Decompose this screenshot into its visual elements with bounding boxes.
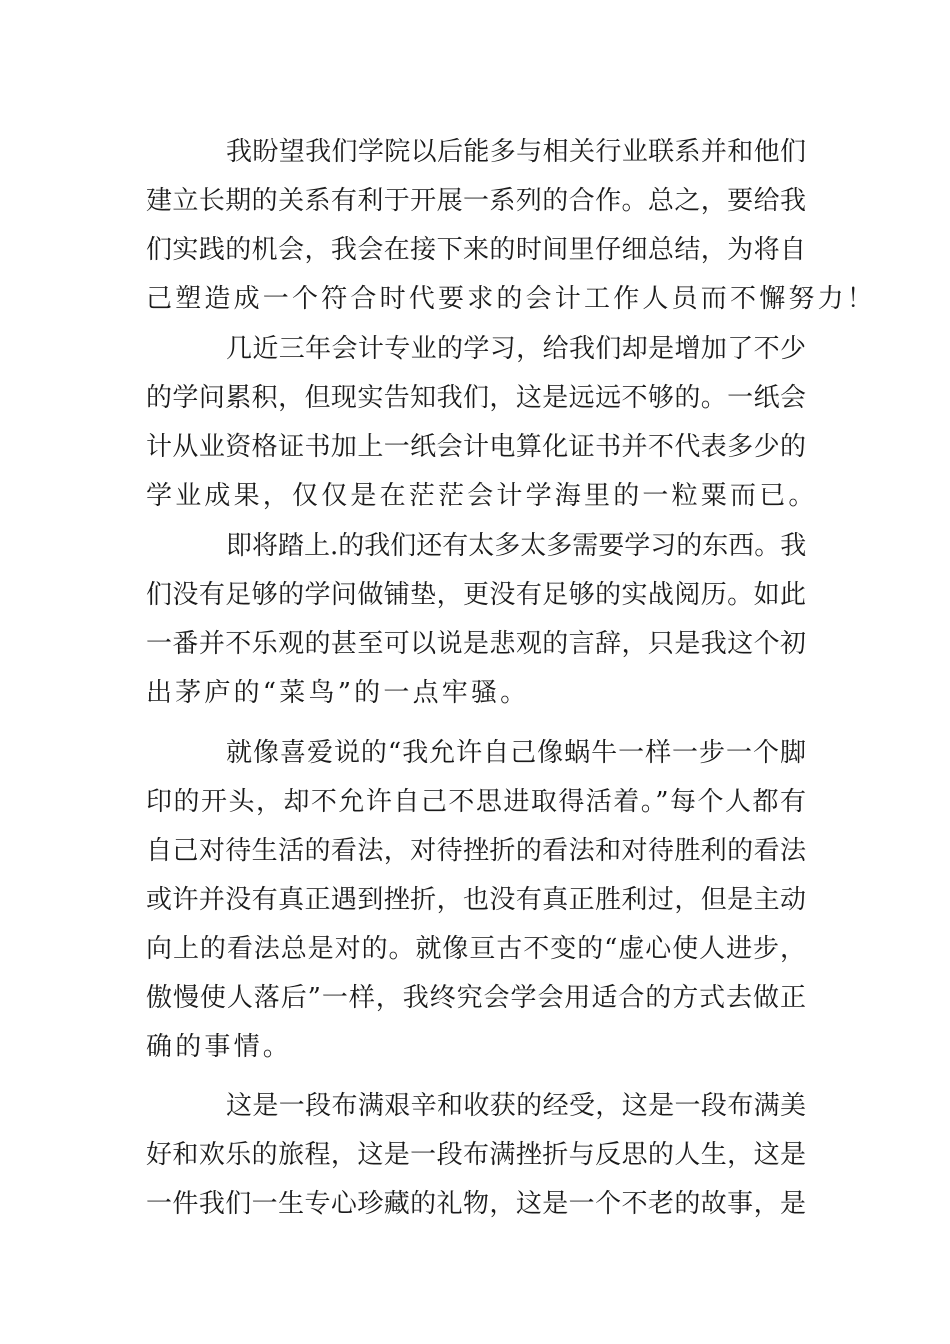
- paragraph-3-line-3: 一番并不乐观的甚至可以说是悲观的言辞，只是我这个初: [146, 629, 806, 659]
- paragraph-3-line-1: 即将踏上.的我们还有太多太多需要学习的东西。我: [226, 531, 807, 561]
- paragraph-5-line-2: 好和欢乐的旅程，这是一段布满挫折与反思的人生，这是: [146, 1140, 806, 1170]
- paragraph-2-line-2: 的学问累积，但现实告知我们，这是远远不够的。一纸会: [146, 383, 806, 413]
- paragraph-4-line-2: 印的开头，却不允许自己不思进取得活着。”每个人都有: [146, 787, 806, 817]
- paragraph-4-line-4: 或许并没有真正遇到挫折，也没有真正胜利过，但是主动: [146, 885, 806, 915]
- paragraph-1-line-4: 己塑造成一个符合时代要求的会计工作人员而不懈努力！: [146, 284, 877, 314]
- paragraph-5-line-1: 这是一段布满艰辛和收获的经受，这是一段布满美: [226, 1091, 806, 1121]
- paragraph-4-line-6: 傲慢使人落后”一样，我终究会学会用适合的方式去做正: [146, 983, 806, 1013]
- paragraph-2-line-3: 计从业资格证书加上一纸会计电算化证书并不代表多少的: [146, 432, 806, 462]
- paragraph-3-line-2: 们没有足够的学问做铺垫，更没有足够的实战阅历。如此: [146, 580, 806, 610]
- paragraph-1-line-1: 我盼望我们学院以后能多与相关行业联系并和他们: [226, 137, 806, 167]
- paragraph-2-line-1: 几近三年会计专业的学习，给我们却是增加了不少: [226, 334, 806, 364]
- paragraph-3-line-4: 出茅庐的“菜鸟”的一点牢骚。: [146, 678, 530, 708]
- paragraph-4-line-3: 自己对待生活的看法，对待挫折的看法和对待胜利的看法: [146, 836, 806, 866]
- paragraph-1-line-3: 们实践的机会，我会在接下来的时间里仔细总结，为将自: [146, 235, 806, 265]
- paragraph-2-line-4: 学业成果，仅仅是在茫茫会计学海里的一粒粟而已。: [146, 481, 818, 511]
- paragraph-5-line-3: 一件我们一生专心珍藏的礼物，这是一个不老的故事，是: [146, 1189, 806, 1219]
- paragraph-4-line-1: 就像喜爱说的“我允许自己像蜗牛一样一步一个脚: [226, 738, 806, 768]
- paragraph-1-line-2: 建立长期的关系有利于开展一系列的合作。总之，要给我: [146, 186, 806, 216]
- paragraph-4-line-5: 向上的看法总是对的。就像亘古不变的“虚心使人进步，: [146, 934, 806, 964]
- paragraph-4-line-7: 确的事情。: [146, 1032, 293, 1062]
